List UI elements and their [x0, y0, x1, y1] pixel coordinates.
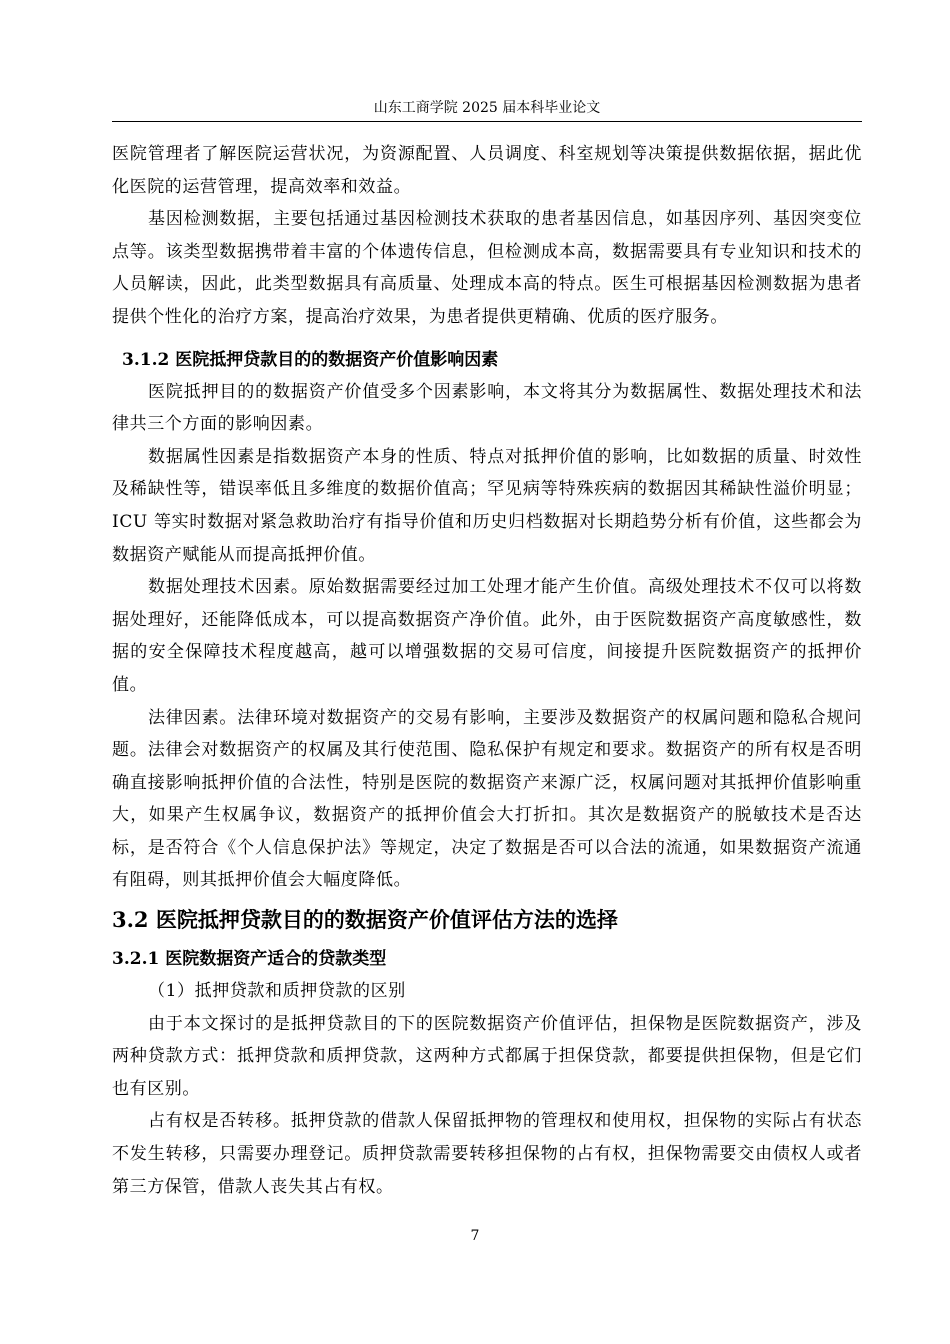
header-rule — [112, 121, 862, 122]
running-header: 山东工商学院 2025 届本科毕业论文 — [373, 100, 601, 116]
page-number: 7 — [470, 1228, 480, 1244]
paragraph: 法律因素。法律环境对数据资产的交易有影响，主要涉及数据资产的权属问题和隐私合规问题。法律会对数据资产的权属及其行使范围、隐私保护有规定和要求。数据资产的所有权是否明确直接影响抵押价值的合法性，特别是医院的数据资产来源广泛，权属问题对其抵押价值影响重大，如果产生权属争议，数据资产的抵押价值会大打折扣。其次是数据资产的脱敏技术是否达标，是否符合《个人信息保护法》等规定，决定了数据是否可以合法的流通，如果数据资产流通有阻碍，则其抵押价值会大幅度降低。 — [112, 707, 862, 891]
paragraph: 基因检测数据，主要包括通过基因检测技术获取的患者基因信息，如基因序列、基因突变位点等。该类型数据携带着丰富的个体遗传信息，但检测成本高，数据需要具有专业知识和技术的人员解读，因此，此类型数据具有高质量、处理成本高的特点。医生可根据基因检测数据为患者提供个性化的治疗方案，提高治疗效果，为患者提供更精确、优质的医疗服务。 — [112, 209, 862, 327]
paragraph: 数据属性因素是指数据资产本身的性质、特点对抵押价值的影响，比如数据的质量、时效性及稀缺性等，错误率低且多维度的数据价值高；罕见病等特殊疾病的数据因其稀缺性溢价明显；ICU 等实时数据对紧急救助治疗有指导价值和历史归档数据对长期趋势分析有价值，这些都会为数据资产赋能从而提高抵押价值。 — [112, 446, 862, 565]
paragraph: 由于本文探讨的是抵押贷款目的下的医院数据资产价值评估，担保物是医院数据资产，涉及两种贷款方式：抵押贷款和质押贷款，这两种方式都属于担保贷款，都要提供担保物，但是它们也有区别。 — [112, 1013, 862, 1099]
list-item-heading: （1）抵押贷款和质押贷款的区别 — [148, 981, 406, 1002]
paragraph: 医院管理者了解医院运营状况，为资源配置、人员调度、科室规划等决策提供数据依据，据此优化医院的运营管理，提高效率和效益。 — [112, 144, 862, 197]
section-heading-3-2-1: 3.2.1 医院数据资产适合的贷款类型 — [112, 949, 387, 970]
paragraph: 医院抵押目的的数据资产价值受多个因素影响，本文将其分为数据属性、数据处理技术和法律共三个方面的影响因素。 — [112, 381, 862, 435]
paragraph: 占有权是否转移。抵押贷款的借款人保留抵押物的管理权和使用权，担保物的实际占有状态不发生转移，只需要办理登记。质押贷款需要转移担保物的占有权，担保物需要交由债权人或者第三方保管，借款人丧失其占有权。 — [112, 1111, 862, 1197]
section-heading-3-1-2: 3.1.2 医院抵押贷款目的的数据资产价值影响因素 — [122, 349, 499, 370]
document-body — [112, 138, 862, 1203]
section-heading-3-2: 3.2 医院抵押贷款目的的数据资产价值评估方法的选择 — [112, 907, 618, 933]
paragraph: 数据处理技术因素。原始数据需要经过加工处理才能产生价值。高级处理技术不仅可以将数据处理好，还能降低成本，可以提高数据资产净价值。此外，由于医院数据资产高度敏感性，数据的安全保障技术程度越高，越可以增强数据的交易可信度，间接提升医院数据资产的抵押价值。 — [112, 577, 862, 695]
